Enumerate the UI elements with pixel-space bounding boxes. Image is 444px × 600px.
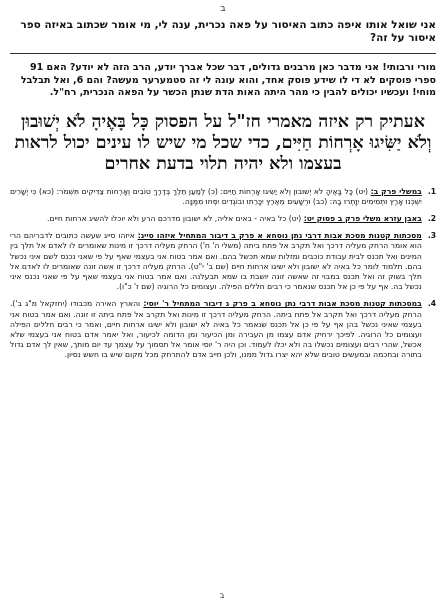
source-text: והארץ האירה מכבודו (יחזקאל מ"ג ב'). הרחק מעליה דרכך ואל תקרב אל פתח ביתה. הרחק מעליה דרכך זו מינות ואל תקרב אל פתח ביתה זו זונה. ואם אמר בטוח אני בעצמי שאיני נכשל בהן אף על פי כן אל תכנס שנאמר כל באיה לא ישובון ולא ישיגו ארחות חיים, ואמר כי רבים חללים הפילה ועצומים כל הרוגיה. לפיכך ירחיק אדם עצמו מן העבירה ומן הכיעור ומן הדומה לכיעור, ואל יאמר אדם בטוח אני בעצמי שלא אכשל, שהרי רבים ועצומים נכשלו בה ולא יכלו לעמוד. וכן היה ר' יוסי אומר אל תסמוך על עצמך עד יום מותך, שאין לך אדם גדול בתורה ובחכמה ובמעשים טובים שלא יהא יצרו גדול ממנו, ולכן חייב אדם להתרחק מכל מקום שיש בו חשש נסיון.: [10, 299, 422, 360]
footer: [0, 591, 444, 600]
source-item: [10, 214, 436, 224]
page-number-top: ב: [220, 4, 226, 14]
divider-line: [10, 53, 436, 54]
source-text: (יט) כל באיה - באים אליה, לא ישובון מדרכם הרע ולא יוכלו להשיג ארחות חיים.: [47, 213, 302, 223]
source-number: 1.: [427, 186, 436, 196]
intro-paragraph: מורי ורבותי! אני מדבר כאן מרבנים גדולים, דבר שכל אברך יודע, הרב הזה לא יודע? האם 91 ספרי פוסקים לא די לו שידע פוסק אחד, והוא עונה לי זה סטמערער מעשה? והם 6, ואל תבלבל מוחי! ועכשיו יכולים להבין כי מהר היתה האות הדת שנתן הכשר על הפאה הנכרית, רח"ל.: [20, 62, 436, 98]
source-label: מסכתות קטנות מסכת אבות דרבי נתן נוסחא א פרק ב דיבור המתחיל איזהו סייג:: [137, 231, 422, 241]
source-item: [10, 299, 436, 360]
sources-list: [10, 187, 436, 361]
source-body: [10, 214, 422, 224]
source-number: 2.: [427, 213, 436, 223]
source-label: במשלי פרק ב:: [370, 186, 422, 196]
source-body: [10, 231, 422, 292]
question-paragraph: אני שואל אותו איפה כתוב האיסור על פאה נכרית, ענה לי, מי אומר שכתוב באיזה ספר איסור על זה?: [20, 19, 436, 44]
source-number: 4.: [427, 299, 436, 309]
source-item: [10, 187, 436, 207]
source-body: [10, 299, 422, 360]
source-label: במסכתות קטנות מסכת אבות דרבי נתן נוסחא ב פרק ג דיבור המתחיל ר' יוסי:: [143, 299, 422, 309]
source-number: 3.: [427, 231, 436, 241]
headline: אעתיק רק איזה מאמרי חז"ל על הפסוק כָּל בָּאֶיהָ לֹא יְשׁוּבוּן וְלֹא יַשִּׂיגוּ אָרְחוֹת חַיִּים, כדי שכל מי שיש לו עינים יכול לראות בעצמו ולא יהיה תלוי בדעת אחרים: [14, 111, 432, 174]
page-number-bottom: ב: [219, 591, 225, 600]
source-label: באבן עזרא משלי פרק ב פסוק יט:: [303, 213, 422, 223]
source-text: איזהו סייג שעשה כתובים לדבריהם הרי הוא אומר הרחק מעליה דרכך ואל תקרב אל פתח ביתה (משלי ה' ח') הרחק מעליה דרכך זו מינות שאומרים לו לאדם אל תלך בין המינים ואל תכנס לבית עבודת כוכבים ומזלות שמא תכשל בהם. ואם אמר בטוח אני בעצמי שאף על פי שאני נכנס לשם איני נכשל בהם. תלמוד לומר כל באיה לא ישובון ולא ישיגו ארחות חיים (שם ב' י"ט). הרחק מעליה דרכך זו אשה זונה שאומרים לו לאדם אל תלך בשוק זה ואל תכנס במבוי זה שאשה זונה יושבת בו שמא תבעלנה. ואם אמר בטוח אני בעצמי שאף על פי שאני נכנס איני נכשל בה. אף על פי כן אל תכנס שנאמר כי רבים חללים הפילה. ועצומים כל הרוגיה (שם ז' כ"ו).: [10, 231, 422, 292]
source-item: [10, 231, 436, 292]
source-body: [10, 187, 422, 207]
source-text: (יט) כָּל בָּאֶיהָ לֹא יְשׁוּבוּן וְלֹא יַשִּׂיגוּ אָרְחוֹת חַיִּים: (כ) לְמַעַן תֵּלֵךְ בְּדֶרֶךְ טוֹבִים וְאָרְחוֹת צַדִּיקִים תִּשְׁמֹר: (כא) כִּי יְשָׁרִים יִשְׁכְּנוּ אָרֶץ וּתְמִימִים יִוָּתְרוּ בָהּ: (כב) וּרְשָׁעִים מֵאֶרֶץ יִכָּרֵתוּ וּבוֹגְדִים יִסְּחוּ מִמֶּנָּה.: [10, 186, 422, 206]
